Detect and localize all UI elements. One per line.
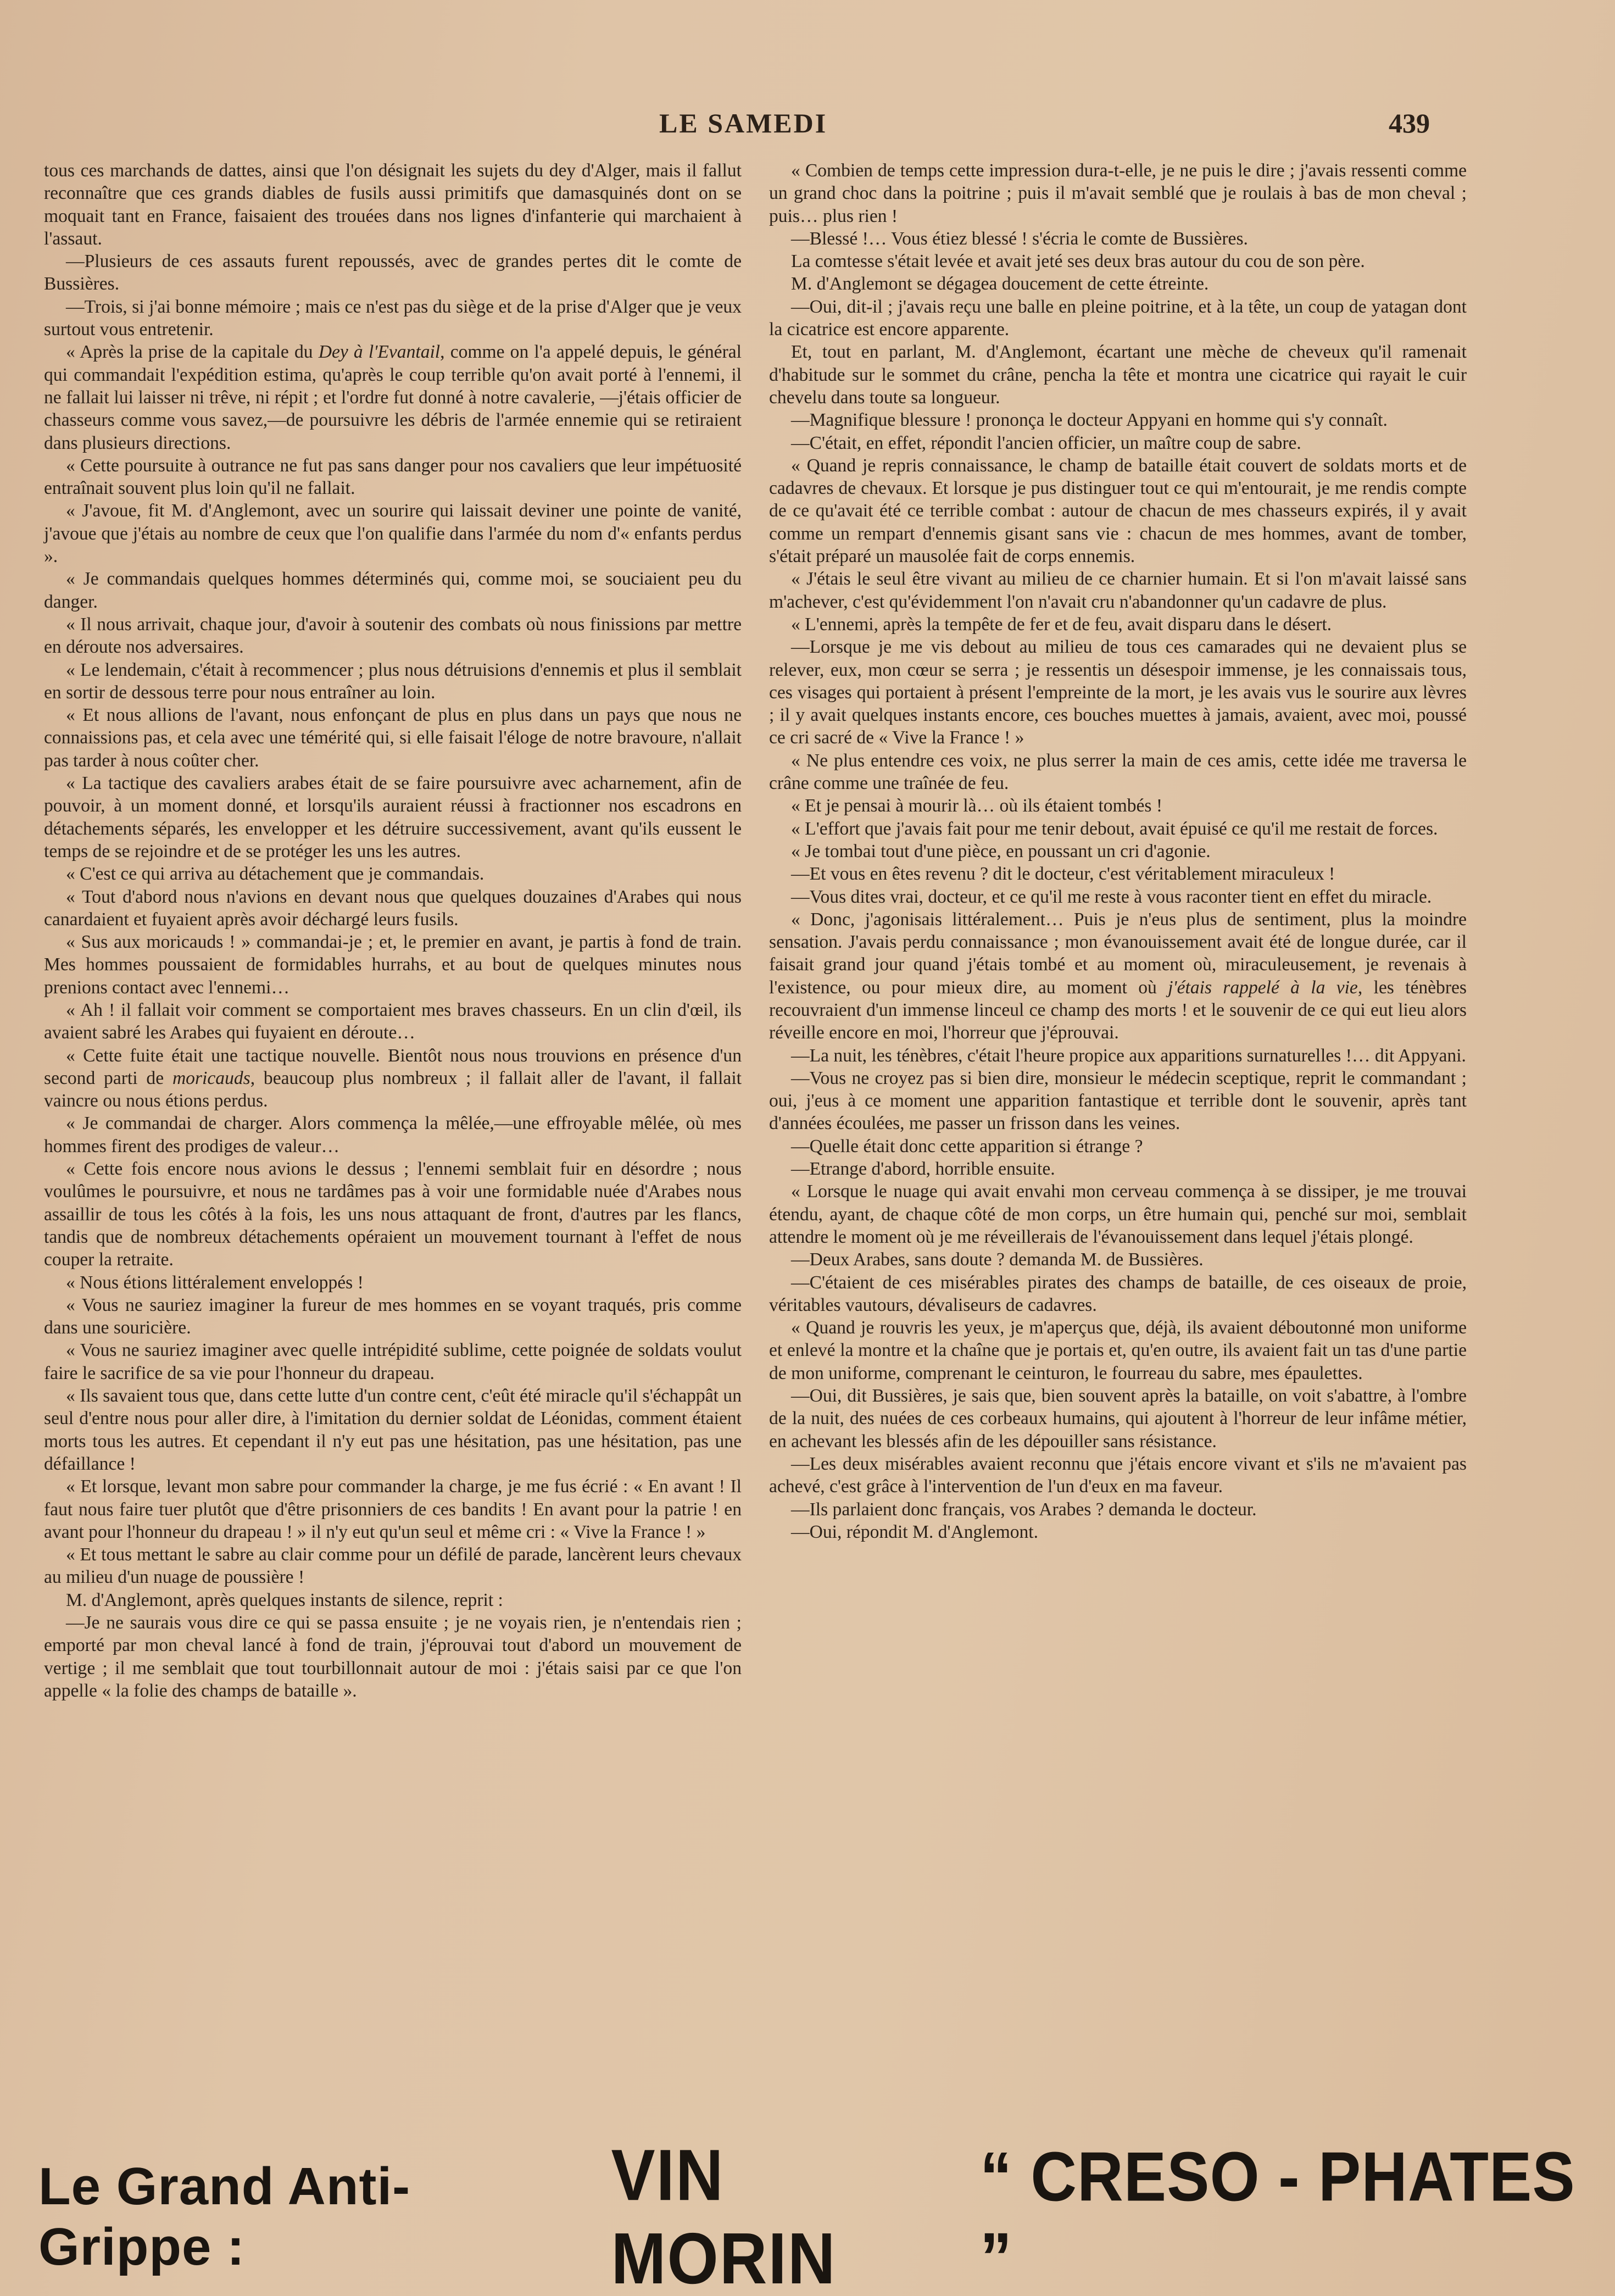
page-number: 439 (1389, 108, 1430, 138)
paragraph: La comtesse s'était levée et avait jeté ses deux bras autour du cou de son père. (791, 251, 1365, 272)
paragraph: « L'ennemi, après la tempête de fer et de feu, avait disparu dans le désert. (791, 614, 1332, 635)
paragraph: « Ils savaient tous que, dans cette lutte d'un contre cent, c'eût été miracle qu'il s'échappât un seul d'entre nous pour aller dire, à l'imitation du dernier soldat de Léonidas, comment étaient morts tous les autres. Et cependant il n'y eut pas une hésitation, pas une hésitation, pas une défaillance ! (44, 1386, 742, 1474)
paragraph: « La tactique des cavaliers arabes était de se faire poursuivre avec acharnement, afin de pouvoir, à un moment donné, et lorsqu'ils auraient réussi à fractionner nos escadrons en détachements séparés, les envelopper et les détruire successivement, avant qu'ils eussent le temps de se rejoindre et de se protéger les uns les autres. (44, 773, 742, 861)
paragraph: « Quand je rouvris les yeux, je m'aperçus que, déjà, ils avaient déboutonné mon uniforme et enlevé la montre et la chaîne que je portais et, qu'en outre, ils avaient fait un tas d'une partie de mon uniforme, comprenant le ceinturon, le fourreau du sabre, mes épaulettes. (769, 1317, 1467, 1383)
paragraph: —Je ne saurais vous dire ce qui se passa ensuite ; je ne voyais rien, je n'entendais rien ; emporté par mon cheval lancé à fond de train, j'éprouvai tout d'abord un mouvement de vertige ; il me semblait que tout tourbillonnait autour de moi : j'étais saisi par ce que l'on appelle « la folie des champs de bataille ». (44, 1613, 742, 1701)
paragraph: « Cette poursuite à outrance ne fut pas sans danger pour nos cavaliers que leur impétuosité entraînait souvent plus loin qu'il ne fallait. (44, 455, 742, 499)
paragraph: —Magnifique blessure ! prononça le docteur Appyani en homme qui s'y connaît. (791, 410, 1388, 431)
paragraph: « Tout d'abord nous n'avions en devant nous que quelques douzaines d'Arabes qui nous canardaient et fuyaient après avoir déchargé leurs fusils. (44, 886, 742, 930)
paragraph-text: « Donc, j'agonisais littéralement… Puis je n'eus plus de sentiment, plus la moindre sensation. J'avais perdu connaissance ; mon évanouissement avait été de longue durée, car il faisait grand jour quand j'étais tombé et au moment où, miraculeusement, je revenais à l'existence, ou pour mieux dire, au moment où (769, 909, 1467, 998)
paragraph: —Plusieurs de ces assauts furent repoussés, avec de grandes pertes dit le comte de Bussières. (44, 251, 742, 294)
paragraph: « Cette fois encore nous avions le dessus ; l'ennemi semblait fuir en désordre ; nous voulûmes le poursuivre, et nous ne tardâmes pas à voir une formidable nuée d'Arabes nous assaillir de tous les côtés à la fois, les uns nous attaquant de front, d'autres par les flancs, tandis que de nombreux détachements opéraient un mouvement tournant à l'effet de nous couper la retraite. (44, 1159, 742, 1270)
paragraph: —C'étaient de ces misérables pirates des champs de bataille, de ces oiseaux de proie, véritables vautours, dévaliseurs de cadavres. (769, 1272, 1467, 1315)
right-text-column (769, 159, 1467, 1543)
paragraph: —Oui, dit Bussières, je sais que, bien souvent après la bataille, on voit s'abattre, à l'ombre de la nuit, des nuées de ces corbeaux humains, qui ajoutent à l'horreur de leur infâme métier, en achevant les blessés afin de les dépouiller sans résistance. (769, 1386, 1467, 1452)
left-text-column (44, 159, 742, 1702)
paragraph: —Vous ne croyez pas si bien dire, monsieur le médecin sceptique, reprit le commandant ; oui, j'eus à ce moment une apparition fantastique et terrible dont le souvenir, après tant d'années écoulées, me passer un frisson dans les veines. (769, 1068, 1467, 1134)
paragraph: « Je tombai tout d'une pièce, en poussant un cri d'agonie. (791, 841, 1211, 861)
paragraph: « Et tous mettant le sabre au clair comme pour un défilé de parade, lancèrent leurs chevaux au milieu d'un nuage de poussière ! (44, 1544, 742, 1588)
paragraph: —Trois, si j'ai bonne mémoire ; mais ce n'est pas du siège et de la prise d'Alger que je veux surtout vous entretenir. (44, 296, 742, 340)
paragraph-text: , comme on l'a appelé depuis, le général qui commandait l'expédition estima, qu'après le coup terrible qu'on avait porté à l'ennemi, il ne fallait lui laisser ni trêve, ni répit ; et l'ordre fut donné à notre cavalerie, —j'étais officier de chasseurs comme vous savez,—de poursuivre les débris de l'armée ennemie qui se retiraient dans plusieurs directions. (44, 342, 742, 453)
paragraph: —Oui, dit-il ; j'avais reçu une balle en pleine poitrine, et à la tête, un coup de yatagan dont la cicatrice est encore apparente. (769, 296, 1467, 340)
paragraph: —Etrange d'abord, horrible ensuite. (791, 1159, 1055, 1180)
paragraph: —Les deux misérables avaient reconnu que j'étais encore vivant et s'ils ne m'avaient pas achevé, c'est grâce à l'intervention de l'un d'eux en ma faveur. (769, 1453, 1467, 1497)
paragraph-text: , les ténèbres recouvraient d'un immense linceul ce champ des morts ! et le souvenir de ce qui eut lieu alors réveille encore en moi, l'horreur que j'éprouvai. (769, 977, 1467, 1043)
paragraph (44, 1044, 742, 1113)
paragraph: « J'étais le seul être vivant au milieu de ce charnier humain. Et si l'on m'avait laissé sans m'achever, c'est qu'évidemment l'on n'avait cru n'abandonner qu'un cadavre de plus. (769, 569, 1467, 612)
page-header (0, 107, 1615, 146)
paragraph: Et, tout en parlant, M. d'Anglemont, écartant une mèche de cheveux qu'il ramenait d'habitude sur le sommet du crâne, pencha la tête et montra une cicatrice qui rayait le cuir chevelu dans toute sa longueur. (769, 342, 1467, 408)
paragraph: « L'effort que j'avais fait pour me tenir debout, avait épuisé ce qu'il me restait de forces. (791, 818, 1438, 839)
ad-product-name: “ CRESO - PHATES ” (980, 2137, 1575, 2296)
paragraph: —Ils parlaient donc français, vos Arabes ? demanda le docteur. (791, 1499, 1257, 1520)
paragraph: « Et je pensai à mourir là… où ils étaient tombés ! (791, 796, 1163, 816)
italic-text: Dey à l'Evantail (318, 342, 441, 363)
paragraph: « Lorsque le nuage qui avait envahi mon cerveau commença à se dissiper, je me trouvai étendu, ayant, de chaque côté de mon corps, un être humain qui, penché sur moi, semblait attendre le moment où je me réveillerais de l'évanouissement dans lequel j'étais plongé. (769, 1181, 1467, 1247)
italic-text: j'étais rappelé à la vie (1168, 977, 1358, 998)
paragraph: « Combien de temps cette impression dura-t-elle, je ne puis le dire ; j'avais ressenti comme un grand choc dans la poitrine ; puis il m'avait semblé que je roulais à bas de mon cheval ; puis… plus rien ! (769, 160, 1467, 226)
paragraph: « Vous ne sauriez imaginer la fureur de mes hommes en se voyant traqués, pris comme dans une souricière. (44, 1294, 742, 1338)
paragraph: « C'est ce qui arriva au détachement que je commandais. (66, 864, 484, 885)
paragraph: « Nous étions littéralement enveloppés ! (66, 1272, 364, 1293)
paragraph: « Je commandai de charger. Alors commença la mêlée,—une effroyable mêlée, où mes hommes firent des prodiges de valeur… (44, 1113, 742, 1157)
paragraph: « Et nous allions de l'avant, nous enfonçant de plus en plus dans un pays que nous ne connaissions pas, et cela avec une témérité qui, si elle faisait l'éloge de notre bravoure, n'allait pas tarder à nous coûter cher. (44, 705, 742, 771)
ad-lead-text: Le Grand Anti-Grippe : (38, 2157, 411, 2276)
paragraph: « Quand je repris connaissance, le champ de bataille était couvert de soldats morts et de cadavres de chevaux. Et lorsque je pus distinguer tout ce qui m'entourait, je me rendis compte de ce qu'avait été ce terrible combat : autour de chacun de mes chasseurs expirés, il y avait comme un rempart d'ennemis gisant sans vie : chacun de mes hommes, avant de tomber, s'était préparé un mausolée fait de corps ennemis. (769, 455, 1467, 567)
paragraph: —Et vous en êtes revenu ? dit le docteur, c'est véritablement miraculeux ! (791, 864, 1335, 885)
paragraph: —Deux Arabes, sans doute ? demanda M. de Bussières. (791, 1249, 1204, 1270)
paragraph: « Le lendemain, c'était à recommencer ; plus nous détruisions d'ennemis et plus il semblait en sortir de dessous terre pour nous entraîner au loin. (44, 659, 742, 703)
paragraph: « J'avoue, fit M. d'Anglemont, avec un sourire qui laissait deviner une pointe de vanité, j'avoue que j'étais au nombre de ceux que l'on qualifie dans l'armée du nom d'« enfants perdus ». (44, 501, 742, 567)
paragraph: M. d'Anglemont se dégagea doucement de cette étreinte. (791, 274, 1209, 294)
paragraph: tous ces marchands de dattes, ainsi que l'on désignait les sujets du dey d'Alger, mais il fallut reconnaître que ces grands diables de fusils aussi primitifs que damasquinés dont on se moquait tant en France, faisaient des trouées dans nos lignes d'infanterie qui marchaient à l'assaut. (44, 160, 742, 249)
journal-title: LE SAMEDI (659, 108, 828, 138)
paragraph-text: « Après la prise de la capitale du (66, 342, 319, 363)
paragraph (769, 908, 1467, 1044)
paragraph: « Il nous arrivait, chaque jour, d'avoir à soutenir des combats où nous finissions par mettre en déroute nos adversaires. (44, 614, 742, 658)
paragraph: —C'était, en effet, répondit l'ancien officier, un maître coup de sabre. (791, 432, 1301, 453)
paragraph: —Blessé !… Vous étiez blessé ! s'écria le comte de Bussières. (791, 228, 1248, 249)
paragraph: —Lorsque je me vis debout au milieu de tous ces camarades qui ne devaient plus se relever, eux, mon cœur se serra ; je ressentis un désespoir immense, je les connaissais tous, ces visages qui portaient à présent l'empreinte de la mort, je les avais vus le sourire aux lèvres ; il y avait quelques instants encore, ces bouches muettes à jamais, avaient, avec moi, poussé ce cri sacré de « Vive la France ! » (769, 637, 1467, 748)
paragraph: —Quelle était donc cette apparition si étrange ? (791, 1136, 1143, 1157)
paragraph: « Je commandais quelques hommes déterminés qui, comme moi, se souciaient peu du danger. (44, 569, 742, 612)
paragraph-text: , beaucoup plus nombreux ; il fallait aller de l'avant, il fallait vaincre ou nous étions perdus. (44, 1068, 742, 1111)
paragraph: « Et lorsque, levant mon sabre pour commander la charge, je me fus écrié : « En avant ! Il faut nous faire tuer plutôt que d'être prisonniers de ces bandits ! En avant pour la patrie ! en avant pour l'honneur du drapeau ! » il n'y eut qu'un seul et même cri : « Vive la France ! » (44, 1476, 742, 1542)
paragraph: M. d'Anglemont, après quelques instants de silence, reprit : (66, 1589, 503, 1610)
paragraph: « Sus aux moricauds ! » commandai-je ; et, le premier en avant, je partis à fond de train. Mes hommes poussaient de formidables hurrahs, et au bout de quelques minutes nous prenions contact avec l'ennemi… (44, 932, 742, 998)
paragraph (44, 341, 742, 454)
paragraph: —Vous dites vrai, docteur, et ce qu'il me reste à vous raconter tient en effet du miracle. (791, 886, 1432, 907)
italic-text: moricauds (172, 1068, 250, 1088)
advertisement-banner (38, 2134, 1577, 2296)
paragraph: « Ah ! il fallait voir comment se comportaient mes braves chasseurs. En un clin d'œil, ils avaient sabré les Arabes qui fuyaient en déroute… (44, 999, 742, 1043)
paragraph: —Oui, répondit M. d'Anglemont. (791, 1521, 1038, 1542)
paragraph: « Ne plus entendre ces voix, ne plus serrer la main de ces amis, cette idée me traversa le crâne comme une traînée de feu. (769, 750, 1467, 794)
ad-brand-name: VIN MORIN (611, 2134, 837, 2296)
paragraph: « Vous ne sauriez imaginer avec quelle intrépidité sublime, cette poignée de soldats voulut faire le sacrifice de sa vie pour l'honneur du drapeau. (44, 1340, 742, 1383)
paragraph-text: « Cette fuite était une tactique nouvelle. Bientôt nous nous trouvions en présence d'un second parti de (44, 1045, 742, 1088)
paragraph: —La nuit, les ténèbres, c'était l'heure propice aux apparitions surnaturelles !… dit Appyani. (791, 1045, 1466, 1066)
